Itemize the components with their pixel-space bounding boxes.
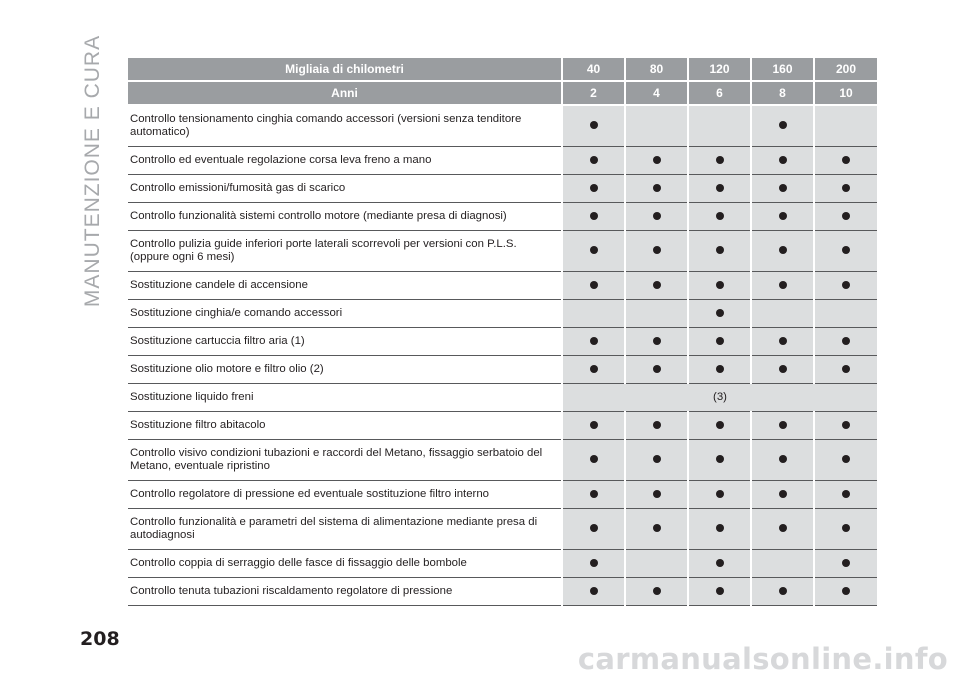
years-header-row <box>128 81 877 105</box>
scheduled-dot-icon <box>590 281 598 289</box>
operation-description: Controllo visivo condizioni tubazioni e raccordi del Metano, fissaggio serbatoio del Metano, eventuale ripristino <box>128 440 562 481</box>
scheduled-dot-icon <box>716 559 724 567</box>
scheduled-dot-icon <box>590 365 598 373</box>
operation-description: Controllo regolatore di pressione ed eventuale sostituzione filtro interno <box>128 481 562 509</box>
interval-cell <box>688 440 751 481</box>
operation-description: Sostituzione cartuccia filtro aria (1) <box>128 328 562 356</box>
section-title <box>78 36 108 306</box>
scheduled-dot-icon <box>779 365 787 373</box>
operation-description: Sostituzione cinghia/e comando accessori <box>128 300 562 328</box>
interval-cell <box>688 481 751 509</box>
interval-cell <box>562 550 625 578</box>
scheduled-dot-icon <box>716 455 724 463</box>
scheduled-dot-icon <box>779 184 787 192</box>
scheduled-dot-icon <box>653 156 661 164</box>
scheduled-dot-icon <box>716 524 724 532</box>
interval-cell <box>688 272 751 300</box>
interval-cell <box>562 578 625 606</box>
interval-cell <box>688 509 751 550</box>
scheduled-dot-icon <box>842 246 850 254</box>
interval-cell <box>751 300 814 328</box>
table-row <box>128 481 877 509</box>
interval-cell <box>688 356 751 384</box>
interval-cell <box>751 356 814 384</box>
scheduled-dot-icon <box>653 524 661 532</box>
interval-cell <box>688 203 751 231</box>
scheduled-dot-icon <box>842 365 850 373</box>
interval-cell <box>688 412 751 440</box>
interval-cell <box>625 509 688 550</box>
km-header-cell: 80 <box>625 58 688 81</box>
scheduled-dot-icon <box>653 587 661 595</box>
table-row <box>128 105 877 147</box>
scheduled-dot-icon <box>653 365 661 373</box>
km-header-label: Migliaia di chilometri <box>128 58 562 81</box>
table-row <box>128 550 877 578</box>
scheduled-dot-icon <box>842 455 850 463</box>
interval-cell <box>814 175 877 203</box>
watermark: carmanualsonline.info <box>577 642 948 676</box>
scheduled-dot-icon <box>842 212 850 220</box>
scheduled-dot-icon <box>590 212 598 220</box>
scheduled-dot-icon <box>590 246 598 254</box>
scheduled-dot-icon <box>779 212 787 220</box>
operation-description: Sostituzione liquido freni <box>128 384 562 412</box>
scheduled-dot-icon <box>779 246 787 254</box>
scheduled-dot-icon <box>842 337 850 345</box>
interval-cell <box>562 328 625 356</box>
interval-cell <box>562 412 625 440</box>
interval-cell <box>562 175 625 203</box>
interval-cell <box>814 147 877 175</box>
interval-cell <box>751 412 814 440</box>
table-row <box>128 203 877 231</box>
interval-cell <box>814 203 877 231</box>
scheduled-dot-icon <box>779 121 787 129</box>
scheduled-dot-icon <box>716 490 724 498</box>
interval-cell <box>814 328 877 356</box>
interval-cell <box>625 412 688 440</box>
interval-cell <box>625 356 688 384</box>
interval-cell <box>562 300 625 328</box>
interval-cell <box>751 147 814 175</box>
section-title-text: MANUTENZIONE E CURA <box>81 34 104 308</box>
operation-description: Controllo funzionalità e parametri del sistema di alimentazione mediante presa di autodiagnosi <box>128 509 562 550</box>
interval-cell <box>562 356 625 384</box>
scheduled-dot-icon <box>779 337 787 345</box>
scheduled-dot-icon <box>842 490 850 498</box>
table-row <box>128 175 877 203</box>
km-header-cell: 120 <box>688 58 751 81</box>
years-header-label: Anni <box>128 81 562 105</box>
scheduled-dot-icon <box>716 337 724 345</box>
km-header-row <box>128 58 877 81</box>
scheduled-dot-icon <box>716 212 724 220</box>
scheduled-dot-icon <box>716 184 724 192</box>
interval-note: (3) <box>562 384 877 412</box>
interval-cell <box>625 272 688 300</box>
scheduled-dot-icon <box>842 156 850 164</box>
schedule-body <box>128 105 877 606</box>
years-header-cell: 2 <box>562 81 625 105</box>
scheduled-dot-icon <box>779 524 787 532</box>
years-header-cell: 6 <box>688 81 751 105</box>
interval-cell <box>751 231 814 272</box>
scheduled-dot-icon <box>590 490 598 498</box>
interval-cell <box>625 440 688 481</box>
scheduled-dot-icon <box>653 246 661 254</box>
interval-cell <box>688 175 751 203</box>
operation-description: Controllo pulizia guide inferiori porte laterali scorrevoli per versioni con P.L.S. (oppure ogni 6 mesi) <box>128 231 562 272</box>
km-header-cell: 160 <box>751 58 814 81</box>
km-header-cell: 40 <box>562 58 625 81</box>
interval-cell <box>814 356 877 384</box>
interval-cell <box>625 328 688 356</box>
scheduled-dot-icon <box>716 587 724 595</box>
table-row <box>128 578 877 606</box>
scheduled-dot-icon <box>653 212 661 220</box>
interval-cell <box>814 231 877 272</box>
operation-description: Sostituzione filtro abitacolo <box>128 412 562 440</box>
interval-cell <box>625 550 688 578</box>
table-row <box>128 272 877 300</box>
scheduled-dot-icon <box>716 309 724 317</box>
interval-cell <box>751 175 814 203</box>
scheduled-dot-icon <box>590 587 598 595</box>
interval-cell <box>562 509 625 550</box>
interval-cell <box>751 203 814 231</box>
scheduled-dot-icon <box>842 524 850 532</box>
interval-cell <box>814 578 877 606</box>
interval-cell <box>625 105 688 147</box>
scheduled-dot-icon <box>590 337 598 345</box>
km-header-cell: 200 <box>814 58 877 81</box>
page-number: 208 <box>80 628 120 650</box>
scheduled-dot-icon <box>590 184 598 192</box>
interval-cell <box>688 578 751 606</box>
table-row <box>128 231 877 272</box>
scheduled-dot-icon <box>590 559 598 567</box>
interval-cell <box>814 105 877 147</box>
table-row <box>128 440 877 481</box>
interval-cell <box>688 328 751 356</box>
scheduled-dot-icon <box>716 281 724 289</box>
interval-cell <box>688 231 751 272</box>
interval-cell <box>625 147 688 175</box>
interval-cell <box>625 203 688 231</box>
operation-description: Controllo coppia di serraggio delle fasce di fissaggio delle bombole <box>128 550 562 578</box>
years-header-cell: 8 <box>751 81 814 105</box>
interval-cell <box>814 300 877 328</box>
years-header-cell: 10 <box>814 81 877 105</box>
scheduled-dot-icon <box>716 246 724 254</box>
scheduled-dot-icon <box>653 184 661 192</box>
operation-description: Controllo tenuta tubazioni riscaldamento regolatore di pressione <box>128 578 562 606</box>
interval-cell <box>688 147 751 175</box>
interval-cell <box>751 509 814 550</box>
interval-cell <box>688 300 751 328</box>
scheduled-dot-icon <box>653 281 661 289</box>
interval-cell <box>625 481 688 509</box>
scheduled-dot-icon <box>842 281 850 289</box>
interval-cell <box>562 440 625 481</box>
scheduled-dot-icon <box>779 156 787 164</box>
table-row <box>128 412 877 440</box>
interval-cell <box>814 440 877 481</box>
interval-cell <box>562 105 625 147</box>
scheduled-dot-icon <box>653 455 661 463</box>
operation-description: Sostituzione olio motore e filtro olio (2) <box>128 356 562 384</box>
table-row <box>128 328 877 356</box>
table-row <box>128 300 877 328</box>
table-row <box>128 509 877 550</box>
operation-description: Controllo funzionalità sistemi controllo motore (mediante presa di diagnosi) <box>128 203 562 231</box>
scheduled-dot-icon <box>842 184 850 192</box>
scheduled-dot-icon <box>779 490 787 498</box>
interval-cell <box>625 231 688 272</box>
scheduled-dot-icon <box>716 365 724 373</box>
operation-description: Sostituzione candele di accensione <box>128 272 562 300</box>
scheduled-dot-icon <box>842 421 850 429</box>
scheduled-dot-icon <box>716 421 724 429</box>
scheduled-dot-icon <box>779 281 787 289</box>
table-row <box>128 384 877 412</box>
maintenance-schedule-table <box>128 58 877 606</box>
interval-cell <box>814 550 877 578</box>
scheduled-dot-icon <box>590 421 598 429</box>
operation-description: Controllo emissioni/fumosità gas di scarico <box>128 175 562 203</box>
operation-description: Controllo ed eventuale regolazione corsa leva freno a mano <box>128 147 562 175</box>
interval-cell <box>625 578 688 606</box>
interval-cell <box>814 412 877 440</box>
interval-cell <box>751 440 814 481</box>
scheduled-dot-icon <box>779 455 787 463</box>
interval-cell <box>814 272 877 300</box>
scheduled-dot-icon <box>653 490 661 498</box>
years-header-cell: 4 <box>625 81 688 105</box>
interval-cell <box>814 481 877 509</box>
scheduled-dot-icon <box>842 587 850 595</box>
interval-cell <box>562 147 625 175</box>
interval-cell <box>562 203 625 231</box>
interval-cell <box>625 175 688 203</box>
table-row <box>128 147 877 175</box>
scheduled-dot-icon <box>590 524 598 532</box>
operation-description: Controllo tensionamento cinghia comando accessori (versioni senza tenditore automatico) <box>128 105 562 147</box>
interval-cell <box>562 231 625 272</box>
interval-cell <box>688 550 751 578</box>
interval-cell <box>751 578 814 606</box>
interval-cell <box>751 550 814 578</box>
scheduled-dot-icon <box>842 559 850 567</box>
interval-cell <box>625 300 688 328</box>
interval-cell <box>562 481 625 509</box>
interval-cell <box>751 481 814 509</box>
table-row <box>128 356 877 384</box>
scheduled-dot-icon <box>590 121 598 129</box>
interval-cell <box>814 509 877 550</box>
interval-cell <box>751 272 814 300</box>
scheduled-dot-icon <box>653 421 661 429</box>
interval-cell <box>562 272 625 300</box>
scheduled-dot-icon <box>590 156 598 164</box>
scheduled-dot-icon <box>590 455 598 463</box>
scheduled-dot-icon <box>653 337 661 345</box>
scheduled-dot-icon <box>779 587 787 595</box>
interval-cell <box>751 105 814 147</box>
interval-cell <box>751 328 814 356</box>
scheduled-dot-icon <box>716 156 724 164</box>
scheduled-dot-icon <box>779 421 787 429</box>
interval-cell <box>688 105 751 147</box>
